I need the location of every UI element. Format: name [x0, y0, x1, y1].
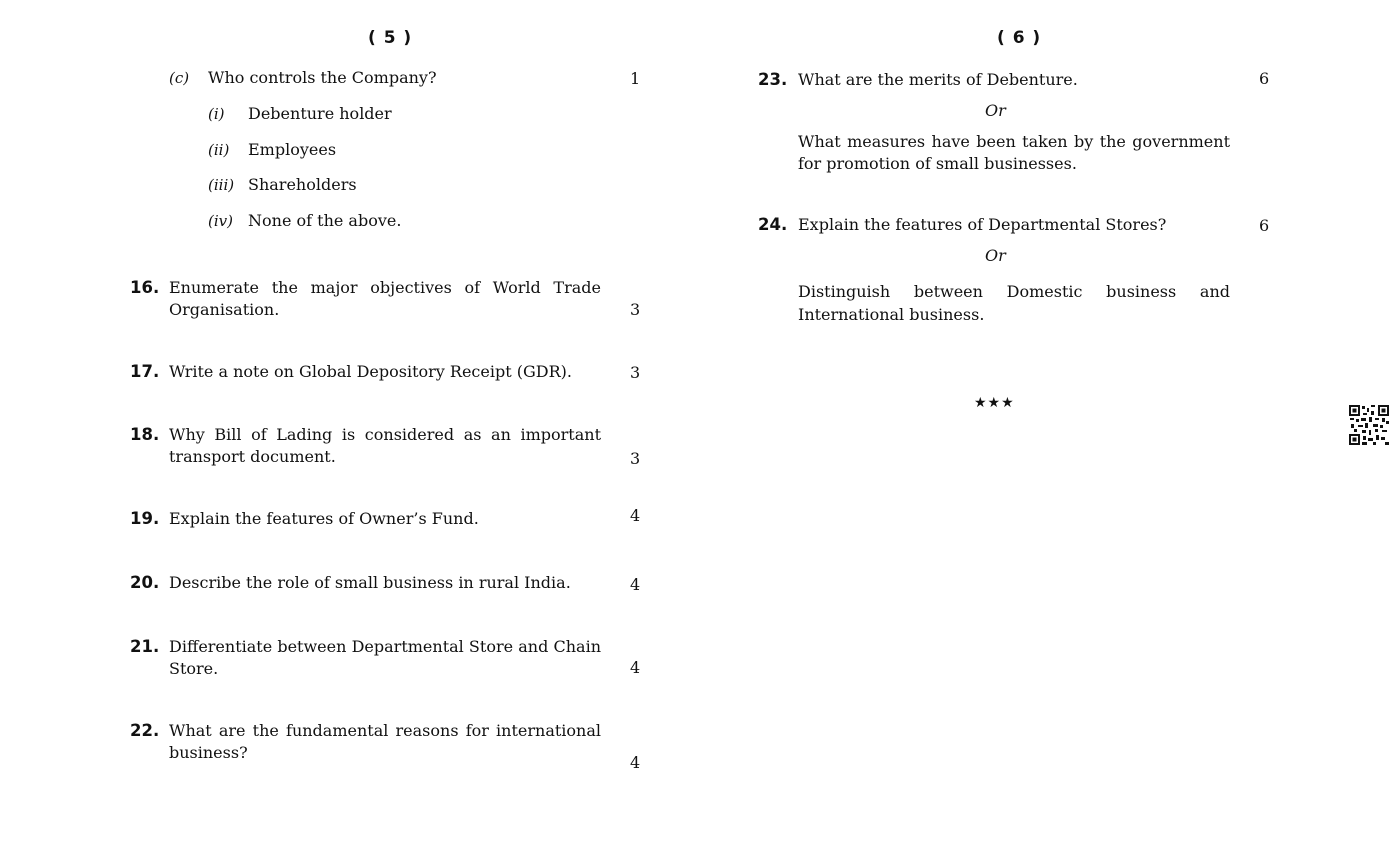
question-text: Describe the role of small business in rural India.	[169, 573, 571, 592]
question-marks: 4	[630, 753, 641, 772]
question-number: 23.	[758, 70, 788, 89]
question-text: Enumerate the major objectives of World Trade Organisation.	[169, 278, 601, 319]
question-marks: 3	[630, 449, 641, 468]
question-number: 16.	[130, 278, 160, 297]
question-text: What are the fundamental reasons for international business?	[169, 721, 601, 762]
question-marks: 3	[630, 300, 641, 319]
question-number: 24.	[758, 215, 788, 234]
question-marks: 6	[1259, 69, 1270, 88]
option-label: (iii)	[208, 176, 235, 194]
or-label: Or	[985, 101, 1006, 120]
alternative-question-text: Distinguish between Domestic business and International business.	[798, 282, 1230, 324]
question-text: Write a note on Global Depository Receipt (GDR).	[169, 362, 572, 381]
question-number: 21.	[130, 637, 160, 656]
question-marks: 4	[630, 658, 641, 677]
question-marks: 3	[630, 363, 641, 382]
question-text: Explain the features of Departmental Stores?	[798, 215, 1167, 234]
option-text: Employees	[248, 140, 337, 159]
question-text: Why Bill of Lading is considered as an important transport document.	[169, 425, 601, 466]
page-number-left: ( 5 )	[368, 28, 413, 48]
qr-code-icon	[1349, 405, 1389, 445]
option-label: (ii)	[208, 141, 230, 159]
option-text: Debenture holder	[248, 104, 392, 123]
question-number: 19.	[130, 509, 160, 528]
subquestion-marks: 1	[630, 69, 641, 88]
question-number: 17.	[130, 362, 160, 381]
question-number: 20.	[130, 573, 160, 592]
question-marks: 4	[630, 575, 641, 594]
subquestion-text: Who controls the Company?	[208, 68, 437, 87]
option-text: None of the above.	[248, 211, 402, 230]
question-text: Differentiate between Departmental Store and Chain Store.	[169, 637, 601, 678]
option-label: (iv)	[208, 212, 233, 230]
question-number: 18.	[130, 425, 160, 444]
question-marks: 6	[1259, 216, 1270, 235]
or-label: Or	[985, 246, 1006, 265]
question-number: 22.	[130, 721, 160, 740]
question-text: Explain the features of Owner’s Fund.	[169, 509, 479, 528]
option-label: (i)	[208, 105, 225, 123]
page-number-right: ( 6 )	[997, 28, 1042, 48]
alternative-question-text: What measures have been taken by the government for promotion of small businesses.	[798, 132, 1230, 173]
option-text: Shareholders	[248, 175, 357, 194]
end-of-paper-mark: ★★★	[974, 395, 1015, 411]
question-marks: 4	[630, 506, 641, 525]
subquestion-label: (c)	[169, 69, 190, 87]
question-text: What are the merits of Debenture.	[798, 70, 1078, 89]
